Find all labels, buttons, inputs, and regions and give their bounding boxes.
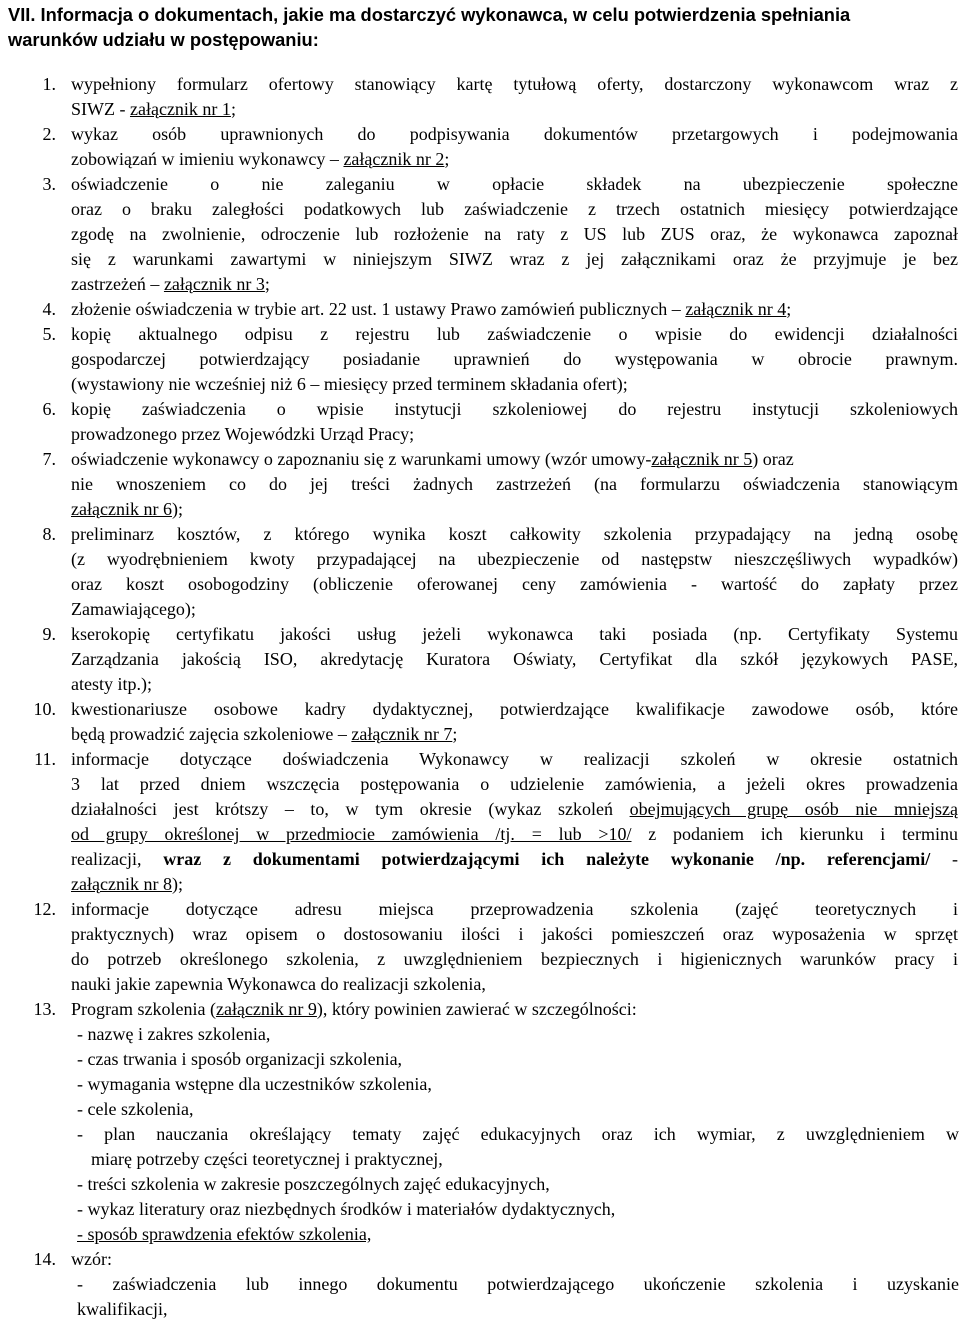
text-line: preliminarz kosztów, z którego wynika koszt całkowity szkolenia przypadający na jedną osobę xyxy=(71,524,958,544)
item-text xyxy=(71,122,958,172)
heading-line-1: VII. Informacja o dokumentach, jakie ma dostarczyć wykonawca, w celu potwierdzenia spełniania xyxy=(8,4,851,25)
text-line: kwestionariusze osobowe kadry dydaktycznej, potwierdzające kwalifikacje zawodowe osób, które xyxy=(71,699,958,719)
text-line: kopię aktualnego odpisu z rejestru lub zaświadczenie o wpisie do ewidencji działalności xyxy=(71,324,958,344)
text-line: oświadczenie wykonawcy o zapoznaniu się z warunkami umowy (wzór umowy-załącznik nr 5) oraz xyxy=(71,449,794,469)
text-line: oświadczenie o nie zaleganiu w opłacie składek na ubezpieczenie społeczne xyxy=(71,174,958,194)
item-number: 14. xyxy=(33,1249,56,1269)
text-line: wykaz osób uprawnionych do podpisywania dokumentów przetargowych i podejmowania xyxy=(71,124,958,144)
text-line: praktycznych) wraz opisem o dostosowaniu ilości i jakości pomieszczeń oraz wyposażenia w sprzęt xyxy=(71,924,958,944)
program-point: - czas trwania i sposób organizacji szkolenia, xyxy=(77,1049,403,1069)
text-line: od grupy określonej w przedmiocie zamówienia /tj. = lub >10/ z podaniem ich kierunku i terminu xyxy=(71,824,958,844)
item-number: 8. xyxy=(42,524,56,544)
text-line: złożenie oświadczenia w trybie art. 22 ust. 1 ustawy Prawo zamówień publicznych – załącznik nr 4; xyxy=(71,299,792,319)
item-number: 7. xyxy=(42,449,56,469)
item-text xyxy=(71,997,958,1022)
item-number: 13. xyxy=(33,999,56,1019)
item-text xyxy=(71,297,958,322)
program-point: miarę potrzeby części teoretycznej i praktycznej, xyxy=(91,1149,443,1169)
text-line: oraz koszt osobogodziny (obliczenie oferowanej ceny zamówienia - wartość do zapłaty przez xyxy=(71,574,958,594)
text-line: będą prowadzić zajęcia szkoleniowe – załącznik nr 7; xyxy=(71,724,458,744)
item-text xyxy=(71,72,958,122)
item-number: 4. xyxy=(42,299,56,319)
attachment-ref: załącznik nr 9 xyxy=(215,999,317,1019)
item-text xyxy=(71,172,958,297)
text-line: się z warunkami zawartymi w niniejszym SIWZ wraz z jej załącznikami oraz że przyjmuje je bez xyxy=(71,249,958,269)
text-line: SIWZ - załącznik nr 1; xyxy=(71,99,236,119)
template-points-list xyxy=(77,1272,959,1322)
heading-line-2: warunków udziału w postępowaniu: xyxy=(8,29,319,50)
template-point: kwalifikacji, xyxy=(77,1299,168,1319)
attachment-ref: załącznik nr 6 xyxy=(71,499,172,519)
item-text xyxy=(71,622,958,697)
text-line: oraz o braku zaległości podatkowych lub zaświadczenie z trzech ostatnich miesięcy potwierdzające xyxy=(71,199,958,219)
item-number: 1. xyxy=(42,74,56,94)
text-line: kserokopię certyfikatu jakości usług jeżeli wykonawca taki posiada (np. Certyfikaty Systemu xyxy=(71,624,958,644)
text-line: do potrzeb określonego szkolenia, z uwzględnieniem bezpiecznych i higienicznych warunków pracy i xyxy=(71,949,958,969)
program-point: - treści szkolenia w zakresie poszczególnych zajęć edukacyjnych, xyxy=(77,1174,550,1194)
text-line: nie wnoszeniem co do jej treści żadnych zastrzeżeń (na formularzu oświadczenia stanowiącym xyxy=(71,474,958,494)
program-points-list xyxy=(77,1022,959,1247)
text-line: kopię zaświadczenia o wpisie instytucji szkoleniowej do rejestru instytucji szkoleniowych xyxy=(71,399,958,419)
text-line: Program szkolenia (załącznik nr 9), który powinien zawierać w szczególności: xyxy=(71,999,637,1019)
item-number: 5. xyxy=(42,324,56,344)
text-line: (wystawiony nie wcześniej niż 6 – miesięcy przed terminem składania ofert); xyxy=(71,374,628,394)
item-number: 2. xyxy=(42,124,56,144)
item-text xyxy=(71,397,958,447)
text-line: 3 lat przed dniem wszczęcia postępowania o udzielenie zamówienia, a jeżeli okres prowadzenia xyxy=(71,774,958,794)
text-line: wzór: xyxy=(71,1249,112,1269)
text-line: zobowiązań w imieniu wykonawcy – załącznik nr 2; xyxy=(71,149,450,169)
item-number: 6. xyxy=(42,399,56,419)
text-line: realizacji, wraz z dokumentami potwierdzającymi ich należyte wykonanie /np. referencjami/ - xyxy=(71,849,958,869)
program-point: - nazwę i zakres szkolenia, xyxy=(77,1024,271,1044)
text-line: atesty itp.); xyxy=(71,674,152,694)
text-line: załącznik nr 8); xyxy=(71,874,183,894)
text-line: nauki jakie zapewnia Wykonawca do realizacji szkolenia, xyxy=(71,974,486,994)
text-line: (z wyodrębnieniem kwoty przypadającej na ubezpieczenie od następstw nieszczęśliwych wypadków) xyxy=(71,549,958,569)
item-text xyxy=(71,897,958,997)
text-line: Zarządzania jakością ISO, akredytację Kuratora Oświaty, Certyfikat dla szkół językowych PASE, xyxy=(71,649,958,669)
attachment-ref: załącznik nr 1 xyxy=(129,99,231,119)
item-number: 11. xyxy=(34,749,56,769)
item-number: 3. xyxy=(42,174,56,194)
text-line: działalności jest krótszy – to, w tym okresie (wykaz szkoleń obejmujących grupę osób nie mniejszą xyxy=(71,799,958,819)
item-text xyxy=(71,522,958,622)
program-point: - wykaz literatury oraz niezbędnych środków i materiałów dydaktycznych, xyxy=(77,1199,616,1219)
item-text xyxy=(71,747,958,897)
item-number: 9. xyxy=(42,624,56,644)
item-number: 10. xyxy=(33,699,56,719)
attachment-ref: załącznik nr 8 xyxy=(71,874,172,894)
program-point: - cele szkolenia, xyxy=(77,1099,194,1119)
text-line: wypełniony formularz ofertowy stanowiący kartę tytułową oferty, dostarczony wykonawcom wraz z xyxy=(71,74,958,94)
text-line: załącznik nr 6); xyxy=(71,499,183,519)
text-line: zgodę na zwolnienie, odroczenie lub rozłożenie na raty z US lub ZUS oraz, że wykonawca zapoznał xyxy=(71,224,958,244)
text-line: Zamawiającego); xyxy=(71,599,196,619)
text-line: zastrzeżeń – załącznik nr 3; xyxy=(71,274,270,294)
item-text xyxy=(71,1247,958,1272)
text-line: informacje dotyczące doświadczenia Wykonawcy w realizacji szkoleń w okresie ostatnich xyxy=(71,749,958,769)
text-line: gospodarczej potwierdzający posiadanie uprawnień do występowania w obrocie prawnym. xyxy=(71,349,958,369)
program-point: - sposób sprawdzenia efektów szkolenia, xyxy=(77,1224,372,1244)
item-number: 12. xyxy=(33,899,56,919)
text-line: informacje dotyczące adresu miejsca przeprowadzenia szkolenia (zajęć teoretycznych i xyxy=(71,899,958,919)
item-text xyxy=(71,697,958,747)
item-text xyxy=(71,447,958,522)
attachment-ref: załącznik nr 7 xyxy=(351,724,453,744)
attachment-ref: załącznik nr 2 xyxy=(343,149,445,169)
attachment-ref: załącznik nr 4 xyxy=(685,299,787,319)
attachment-ref: załącznik nr 5 xyxy=(651,449,753,469)
program-point: - plan nauczania określający tematy zajęć edukacyjnych oraz ich wymiar, z uwzględnieniem w xyxy=(77,1124,959,1144)
text-line: prowadzonego przez Wojewódzki Urząd Pracy; xyxy=(71,424,415,444)
section-heading xyxy=(8,2,953,52)
program-point: - wymagania wstępne dla uczestników szkolenia, xyxy=(77,1074,432,1094)
template-point: - zaświadczenia lub innego dokumentu potwierdzającego ukończenie szkolenia i uzyskanie xyxy=(77,1274,959,1294)
attachment-ref: załącznik nr 3 xyxy=(163,274,265,294)
item-text xyxy=(71,322,958,397)
